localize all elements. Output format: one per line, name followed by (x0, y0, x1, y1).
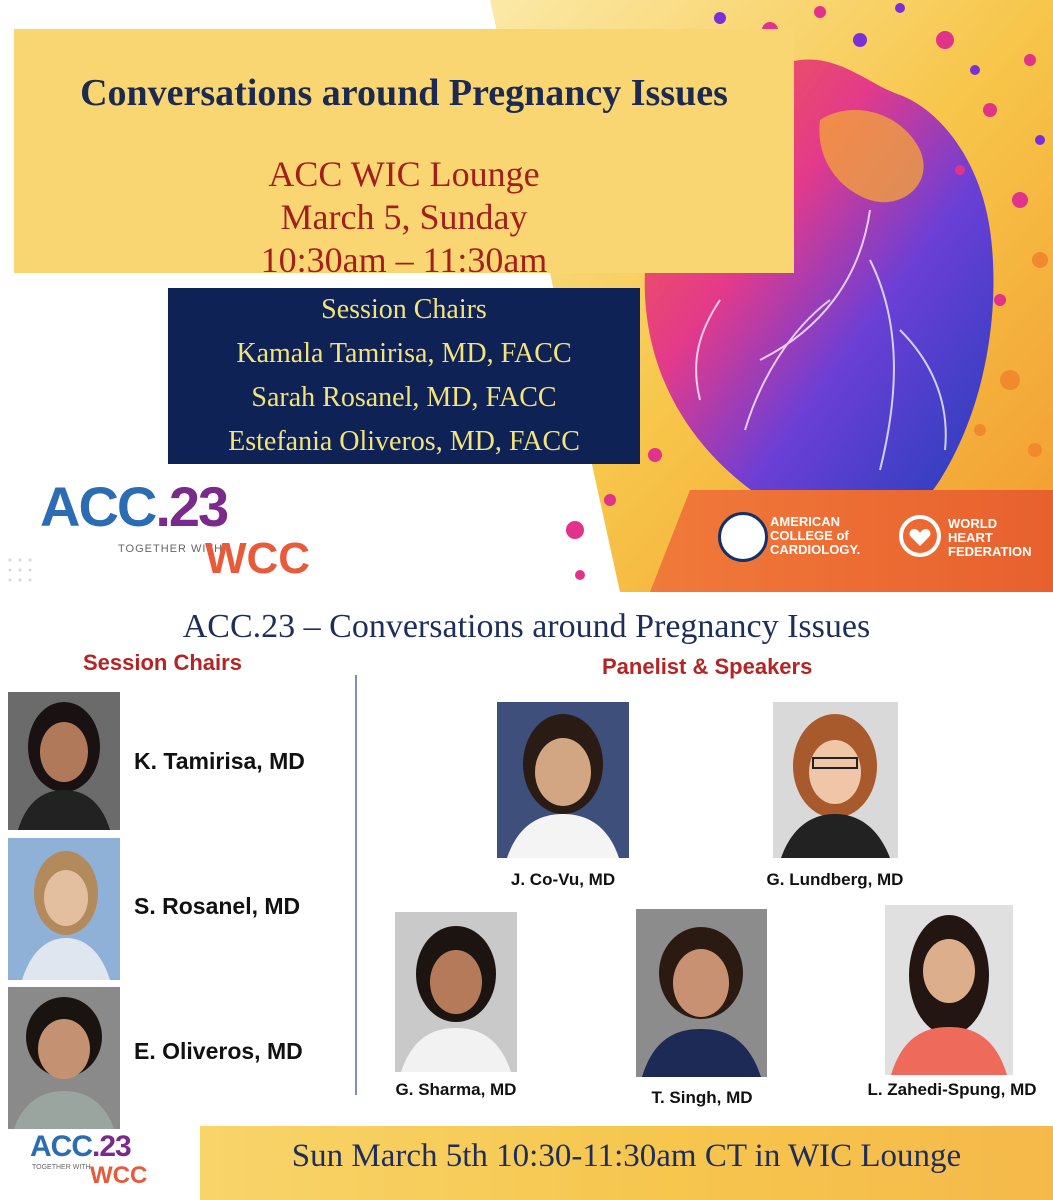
chair-line: Kamala Tamirisa, MD, FACC (236, 338, 572, 369)
org-line: AMERICAN (770, 514, 841, 529)
panelist-name: T. Singh, MD (651, 1088, 753, 1107)
org-line: CARDIOLOGY. (770, 542, 861, 557)
acc23-logo-small (30, 1130, 200, 1192)
chair-name: K. Tamirisa, MD (134, 748, 305, 774)
event-poster (0, 0, 1053, 592)
footer-text: Sun March 5th 10:30-11:30am CT in WIC Lounge (291, 1138, 962, 1174)
logo-together-text: TOGETHER WITH (118, 543, 224, 555)
chairs-heading: Session Chairs (321, 294, 487, 325)
acc-seal-icon (718, 512, 768, 562)
chairs-heading: Session Chairs (83, 650, 242, 675)
event-venue: ACC WIC Lounge (268, 154, 540, 194)
logo-year-text: .23 (92, 1130, 131, 1163)
chair-photo (8, 692, 120, 830)
panelists-heading: Panelist & Speakers (602, 654, 813, 679)
poster-title: Conversations around Pregnancy Issues (80, 72, 728, 114)
session-chairs-box (168, 288, 640, 464)
chair-name: E. Oliveros, MD (134, 1038, 303, 1064)
panelist-photo (395, 912, 517, 1072)
event-time: 10:30am – 11:30am (260, 240, 548, 280)
logo-acc-text: ACC (40, 475, 156, 538)
logo-acc-text: ACC (30, 1130, 92, 1163)
column-divider (355, 675, 357, 1095)
org-line: WORLD (948, 516, 998, 531)
logo-wcc-text: WCC (205, 534, 311, 583)
logo-together-text: TOGETHER WITH (32, 1164, 91, 1171)
panelist-name: L. Zahedi-Spung, MD (867, 1080, 1037, 1099)
panelist-name: G. Lundberg, MD (766, 870, 904, 889)
panelist-photo (885, 905, 1013, 1075)
whf-org-name (948, 517, 1032, 559)
chair-photo (8, 987, 120, 1129)
org-line: FEDERATION (948, 544, 1032, 559)
logo-wcc-text: WCC (90, 1162, 148, 1189)
panelist-name: J. Co-Vu, MD (510, 870, 616, 889)
chair-line: Estefania Oliveros, MD, FACC (228, 426, 580, 457)
acc23-logo (40, 474, 311, 584)
event-details (14, 153, 794, 282)
acc-org-name (770, 515, 860, 557)
org-line: COLLEGE of (770, 528, 849, 543)
event-date: March 5, Sunday (280, 197, 528, 237)
chair-photo (8, 838, 120, 980)
panelist-photo (636, 909, 767, 1077)
panelist-photo (773, 702, 898, 858)
panelist-photo (497, 702, 629, 858)
title-box (14, 29, 794, 280)
chair-name: S. Rosanel, MD (134, 893, 301, 919)
org-line: HEART (948, 530, 993, 545)
panel-title: ACC.23 – Conversations around Pregnancy Issues (182, 608, 871, 645)
whf-heart-icon (898, 514, 942, 558)
logo-year-text: .23 (155, 475, 228, 538)
chair-line: Sarah Rosanel, MD, FACC (251, 382, 557, 413)
panelist-name: G. Sharma, MD (395, 1080, 517, 1099)
